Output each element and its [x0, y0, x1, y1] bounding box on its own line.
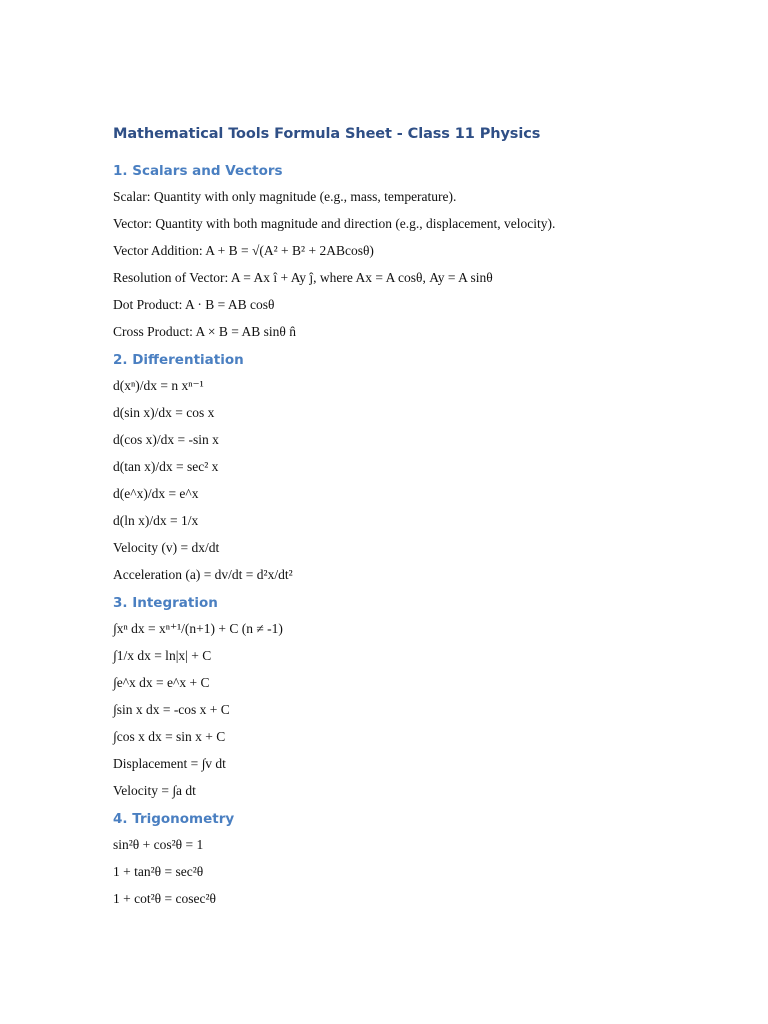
formula-line: sin²θ + cos²θ = 1 [113, 837, 204, 852]
formula-line: 1 + tan²θ = sec²θ [113, 864, 204, 879]
section-trigonometry [113, 810, 733, 912]
formula-line: d(cos x)/dx = -sin x [113, 432, 219, 447]
formula-line: Scalar: Quantity with only magnitude (e.g., mass, temperature). [113, 189, 457, 204]
formula-line: Vector Addition: A + B = √(A² + B² + 2ABcosθ) [113, 243, 374, 258]
section-heading: 2. Differentiation [113, 352, 244, 368]
formula-line: Vector: Quantity with both magnitude and direction (e.g., displacement, velocity). [113, 216, 556, 231]
formula-sheet-page [113, 124, 733, 918]
formula-line: Cross Product: A × B = AB sinθ n̂ [113, 324, 296, 339]
formula-line: d(tan x)/dx = sec² x [113, 459, 219, 474]
formula-line: ∫e^x dx = e^x + C [113, 675, 210, 690]
formula-line: ∫cos x dx = sin x + C [113, 729, 226, 744]
section-heading: 4. Trigonometry [113, 811, 235, 827]
formula-line: 1 + cot²θ = cosec²θ [113, 891, 216, 906]
formula-line: ∫xⁿ dx = xⁿ⁺¹/(n+1) + C (n ≠ -1) [113, 621, 283, 636]
formula-line: Acceleration (a) = dv/dt = d²x/dt² [113, 567, 293, 582]
formula-line: d(xⁿ)/dx = n xⁿ⁻¹ [113, 378, 204, 393]
formula-line: d(e^x)/dx = e^x [113, 486, 199, 501]
formula-line: ∫1/x dx = ln|x| + C [113, 648, 212, 663]
section-integration [113, 594, 733, 804]
formula-line: Dot Product: A · B = AB cosθ [113, 297, 275, 312]
formula-line: d(sin x)/dx = cos x [113, 405, 215, 420]
section-differentiation [113, 351, 733, 588]
formula-line: ∫sin x dx = -cos x + C [113, 702, 230, 717]
formula-line: Velocity = ∫a dt [113, 783, 196, 798]
section-scalars-vectors [113, 162, 733, 345]
section-heading: 3. Integration [113, 595, 218, 611]
formula-line: d(ln x)/dx = 1/x [113, 513, 199, 528]
formula-line: Displacement = ∫v dt [113, 756, 226, 771]
formula-line: Resolution of Vector: A = Ax î + Ay ĵ, where Ax = A cosθ, Ay = A sinθ [113, 270, 493, 285]
section-heading: 1. Scalars and Vectors [113, 163, 283, 179]
formula-line: Velocity (v) = dx/dt [113, 540, 220, 555]
document-title: Mathematical Tools Formula Sheet - Class 11 Physics [113, 126, 541, 142]
